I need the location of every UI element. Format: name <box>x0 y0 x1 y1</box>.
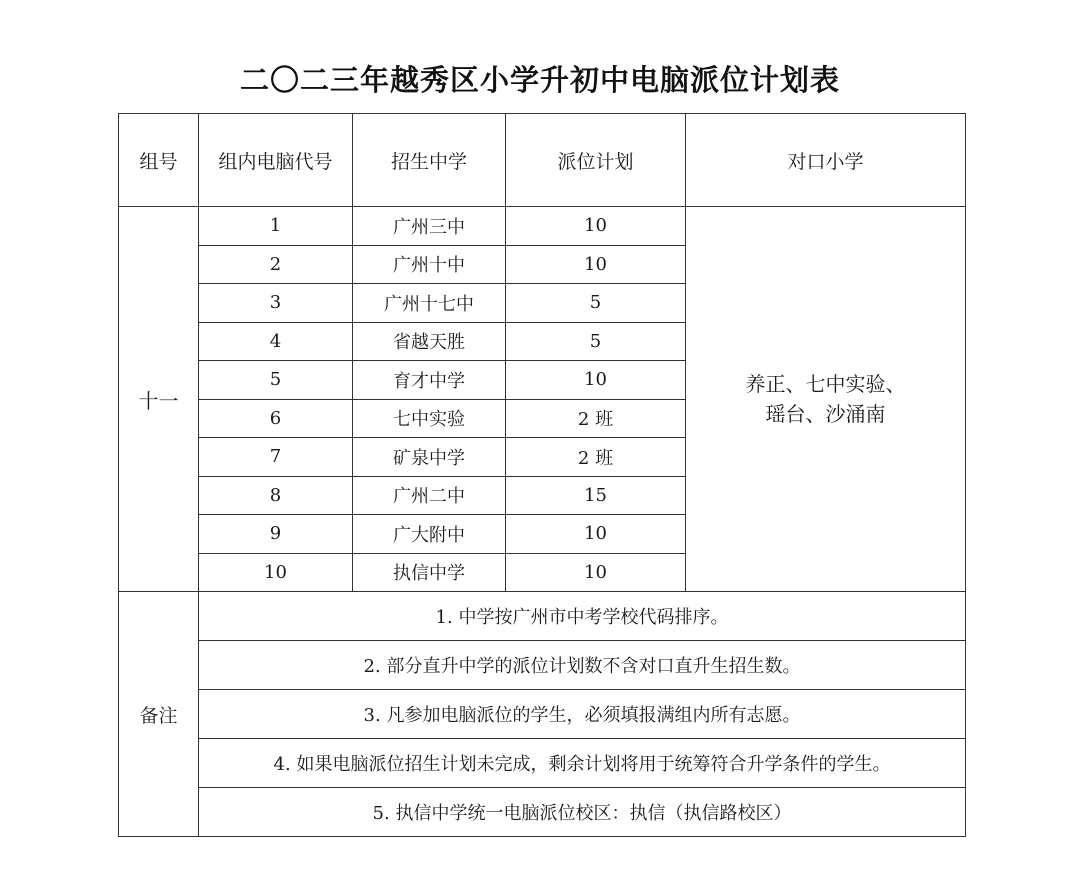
remark-item: 3. 凡参加电脑派位的学生，必须填报满组内所有志愿。 <box>199 690 966 739</box>
enrolling-school: 广州二中 <box>353 476 506 515</box>
computer-code: 2 <box>199 245 353 284</box>
computer-code: 10 <box>199 553 353 592</box>
feeder-schools-line-1: 养正、七中实验、 <box>745 372 906 396</box>
computer-code: 1 <box>199 207 353 246</box>
enrolling-school: 育才中学 <box>353 361 506 400</box>
remark-row <box>119 641 966 690</box>
group-number: 十一 <box>119 207 199 592</box>
header-computer-code: 组内电脑代号 <box>199 114 353 207</box>
remark-row <box>119 690 966 739</box>
header-group-no: 组号 <box>119 114 199 207</box>
computer-code: 7 <box>199 438 353 477</box>
header-feeder-schools: 对口小学 <box>686 114 966 207</box>
remark-row <box>119 788 966 837</box>
table-header-row <box>119 114 966 207</box>
remark-item: 2. 部分直升中学的派位计划数不含对口直升生招生数。 <box>199 641 966 690</box>
enrolling-school: 广州三中 <box>353 207 506 246</box>
feeder-schools-line-2: 瑶台、沙涌南 <box>765 402 886 426</box>
allocation-plan: 10 <box>506 515 686 554</box>
page-title: 二〇二三年越秀区小学升初中电脑派位计划表 <box>239 63 840 97</box>
allocation-plan: 10 <box>506 207 686 246</box>
allocation-plan: 15 <box>506 476 686 515</box>
remark-item: 5. 执信中学统一电脑派位校区：执信（执信路校区） <box>199 788 966 837</box>
enrolling-school: 广大附中 <box>353 515 506 554</box>
allocation-plan: 10 <box>506 553 686 592</box>
allocation-plan: 10 <box>506 361 686 400</box>
computer-code: 3 <box>199 284 353 323</box>
enrolling-school: 执信中学 <box>353 553 506 592</box>
allocation-plan: 5 <box>506 284 686 323</box>
allocation-plan: 2 班 <box>506 399 686 438</box>
enrolling-school: 广州十七中 <box>353 284 506 323</box>
allocation-plan: 5 <box>506 322 686 361</box>
enrolling-school: 矿泉中学 <box>353 438 506 477</box>
allocation-plan: 2 班 <box>506 438 686 477</box>
enrolling-school: 广州十中 <box>353 245 506 284</box>
remarks-label: 备注 <box>119 592 199 837</box>
remark-item: 1. 中学按广州市中考学校代码排序。 <box>199 592 966 641</box>
remark-item: 4. 如果电脑派位招生计划未完成，剩余计划将用于统筹符合升学条件的学生。 <box>199 739 966 788</box>
computer-code: 8 <box>199 476 353 515</box>
header-enrolling-school: 招生中学 <box>353 114 506 207</box>
computer-code: 5 <box>199 361 353 400</box>
remark-row <box>119 739 966 788</box>
enrolling-school: 七中实验 <box>353 399 506 438</box>
remark-row <box>119 592 966 641</box>
header-allocation-plan: 派位计划 <box>506 114 686 207</box>
enrolling-school: 省越天胜 <box>353 322 506 361</box>
computer-code: 4 <box>199 322 353 361</box>
computer-code: 9 <box>199 515 353 554</box>
allocation-plan-table <box>118 113 966 837</box>
allocation-plan: 10 <box>506 245 686 284</box>
feeder-schools <box>686 207 966 592</box>
computer-code: 6 <box>199 399 353 438</box>
table-row <box>119 207 966 246</box>
